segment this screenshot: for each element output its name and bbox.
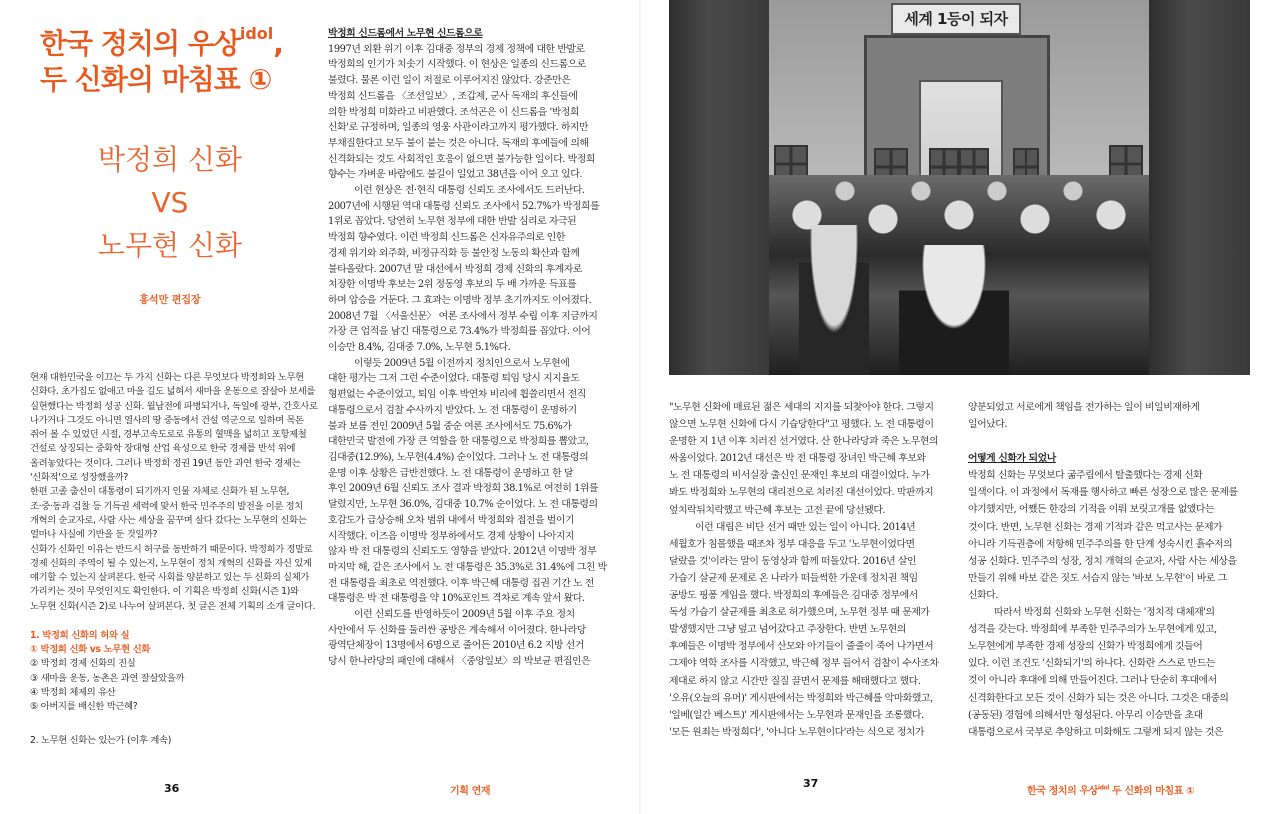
text-line: 전 대통령을 최초로 역전했다. 이후 박근혜 대통령 집권 기간 노 전 (328, 577, 594, 589)
text-line: 노 전 대통령의 비서실장 출신인 문재인 후보의 대결이었다. 누가 (669, 470, 930, 482)
text-line: 2008년 7월 〈서울신문〉 여론 조사에서 정부 수립 이후 지금까지 (328, 310, 598, 322)
text-line: 세월호가 침몰했을 때조차 정부 대응을 두고 '노무현이었다면 (669, 538, 915, 550)
text-line: 현재 대한민국을 이끄는 두 가지 신화는 다른 무엇보다 박정희와 노무현 (30, 372, 304, 383)
series-part-1-title: 1. 박정희 신화의 허와 실 (30, 630, 130, 641)
text-line: 박정희 신드롬을 〈조선일보〉, 조갑제, 군사 독재의 후신들에 (328, 90, 578, 102)
text-line: '모든 원죄는 박정희다', '아니다 노무현이다'라는 식으로 정치가 (669, 726, 925, 738)
text-line: 일색이다. 이 과정에서 독재를 행사하고 빠른 성장으로 많은 문제를 (968, 487, 1238, 499)
text-line: 엎치락뒤치락했고 박근혜 후보는 고전 끝에 당선됐다. (669, 504, 886, 516)
text-line: 신화다. (968, 589, 998, 601)
text-line: 호감도가 급상승해 오차 범위 내에서 박정희와 접전을 벌이기 (328, 514, 575, 526)
text-line: 쥐어 볼 수 있었던 시절, 경부고속도로로 유통의 혈맥을 넓히고 포항제철 (30, 429, 307, 441)
title-comma: , (273, 27, 283, 60)
running-title-end: 두 신화의 마침표 ① (1108, 786, 1195, 797)
text-line: 가장 큰 업적을 남긴 대통령으로 73.4%가 박정희를 꼽았다. 이어 (328, 326, 591, 338)
text-line: 달렸지만, 노무현 36.0%, 김대중 10.7% 순이었다. 노 전 대통령의 (328, 499, 598, 511)
factory-diorama-photo (669, 0, 1250, 375)
series-part-2-title: 2. 노무현 신화는 있는가 (이후 계속) (30, 735, 172, 747)
running-title-sup: idol (1097, 784, 1109, 792)
text-line: 이승만 8.4%, 김대중 7.0%, 노무현 5.1%다. (328, 342, 511, 354)
text-line: 경제 위기와 외주화, 비정규직화 등 불안정 노동의 확산과 함께 (328, 247, 580, 259)
text-line: 신격화한다고 모든 것이 신화가 되는 것은 아니다. 그것은 대중의 (968, 692, 1229, 704)
text-line: 노무현에게 부족한 경제 성장의 신화가 박정희에게 깃들어 (968, 641, 1203, 653)
text-line: 운명한 지 1년 이후 치러진 선거였다. 산 한나라당과 죽은 노무현의 (669, 436, 939, 448)
text-line: 나가거나 그것도 아니면 열사의 땅 중동에서 건설 역군으로 일하며 목돈 (30, 414, 304, 426)
text-line: 대통령으로서 검찰 수사까지 받았다. 노 전 대통령이 운명하기 (328, 404, 577, 416)
text-line: 신격화되는 것도 사회적인 호응이 없으면 불가능한 일이다. 박정희 (328, 153, 595, 165)
text-line: 신화다. 초가집도 없애고 마을 길도 넓혀서 새마을 운동으로 잘살아 보세를 (30, 386, 315, 398)
text-line: 광역단체장이 13명에서 6명으로 줄어든 2010년 6.2 지방 선거 (328, 640, 584, 652)
text-line: 이런 신뢰도를 반영하듯이 2009년 5월 이후 주요 정치 (354, 609, 575, 621)
paragraph (669, 399, 939, 519)
text-line: 노무현 신화(시즌 2)로 나누어 살펴본다. 첫 글은 전체 기획의 소개 글이다. (30, 600, 316, 612)
photo-sign: 세계 1등이 되자 (891, 3, 1021, 35)
text-line: 공방도 핑퐁 게임을 했다. 박정희의 후예들은 김대중 정부에서 (669, 590, 918, 602)
text-line: 얘기할 수 있는지 살펴본다. 한국 사회를 양분하고 있는 두 신화의 실체가 (30, 572, 309, 584)
text-line: 하며 압승을 거둔다. 그 효과는 이명박 정부 초기까지도 이어졌다. (328, 294, 592, 306)
page-number: 36 (164, 782, 180, 795)
text-line: 신화가 신화인 이유는 반드시 허구를 동반하기 때문이다. 박정희가 정말로 (30, 543, 313, 555)
text-line: 양분되었고 서로에게 책임을 전가하는 일이 비일비재하게 (968, 402, 1200, 413)
author-byline: 홍석만 편집장 (139, 295, 201, 306)
text-line: '일베(일간 베스트)' 게시판에서는 노무현과 문재인을 조롱했다. (669, 709, 924, 721)
paragraph (669, 519, 939, 741)
text-line: 신화'로 규정하며, 일종의 영웅 사관이라고까지 평가했다. 하지만 (328, 122, 589, 134)
text-line: 만들기 위해 바보 같은 짓도 서슴지 않는 '바보 노무현'이 바로 그 (968, 572, 1227, 584)
text-line: 올려놓았다는 것이다. 그러나 박정희 정권 19년 동안 과연 한국 경제는 (30, 457, 301, 469)
paragraph (968, 399, 1238, 433)
text-line: 가리키는 것이 무엇인지도 확인한다. 이 기획은 박정희 신화(시즌 1)와 (30, 586, 299, 598)
text-line: 달랐을 것'이라는 말이 동영상과 함께 떠돌았다. 2016년 살인 (669, 555, 917, 567)
text-line: 대통령으로서 국부로 추앙하고 미화해도 그렇게 되지 않는 것은 (968, 726, 1224, 738)
section-label: 기획 연재 (450, 786, 491, 797)
blank-line (968, 433, 1238, 450)
text-line: 치장한 이명박 후보는 2위 정동영 후보의 두 배 가까운 득표를 (328, 279, 577, 291)
photo-pillar (1149, 0, 1250, 375)
text-line: 이런 대립은 비단 선거 때만 있는 일이 아니다. 2014년 (695, 521, 916, 533)
text-line: 사안에서 두 신화를 둘러싼 공방은 계속해서 이어졌다. 한나라당 (328, 624, 586, 636)
text-line: 것이다. 반면, 노무현 신화는 경제 기적과 같은 먹고사는 문제가 (968, 521, 1223, 533)
text-line: 1997년 외환 위기 이후 김대중 정부의 경제 정책에 대한 반발로 (328, 43, 585, 55)
body-column-3 (669, 399, 939, 741)
text-line: '오유(오늘의 유머)' 게시판에서는 박정희와 박근혜를 악마화했고, (669, 692, 933, 704)
text-line: 불과 보름 전인 2009년 5월 중순 여론 조사에서도 75.6%가 (328, 420, 572, 432)
text-line: 후예들은 이명박 정부에서 산모와 아기들이 줄줄이 죽어 나가면서 (669, 641, 934, 653)
text-line: 야기했지만, 어쨌든 한강의 기적을 이뤄 보릿고개를 없앴다는 (968, 504, 1215, 516)
text-line: 형편없는 수준이었고, 퇴임 이후 박연차 비리에 휩쓸리면서 전직 (328, 389, 586, 401)
text-line: (공동된) 경험에 의해서만 형성된다. 아무리 이승만을 초대 (968, 709, 1203, 721)
text-line: 독성 가습기 살균제를 최초로 허가했으며, 노무현 정부 때 문제가 (669, 607, 930, 619)
subtitle-line: VS (151, 186, 189, 219)
text-line: 한편 고졸 출신이 대통령이 되기까지 인물 자체로 신화가 된 노무현, (30, 486, 290, 498)
text-line: 의한 박정희 미화라고 비판했다. 조석곤은 이 신드롬을 '박정희 (328, 106, 580, 118)
text-line: 것이 아니라 후대에 의해 만들어진다. 그러나 단순히 후대에서 (968, 675, 1217, 687)
text-line: 개혁의 순교자로, 사람 사는 세상을 꿈꾸며 살다 갔다는 노무현의 신화는 (30, 514, 307, 526)
text-line: 그제야 역학 조사를 시작했고, 박근혜 정부 들어서 검찰이 수사조차 (669, 658, 939, 670)
text-line: 이런 현상은 전·현직 대통령 신뢰도 조사에서도 드러난다. (354, 185, 585, 197)
body-column-4 (968, 399, 1238, 741)
section-heading (968, 450, 1238, 467)
subtitle-line: 노무현 신화 (97, 229, 243, 262)
title-line-1: 한국 정치의 우상 (40, 27, 240, 60)
text-line: 이렇듯 2009년 5월 이전까지 정치인으로서 노무현에 (354, 357, 570, 369)
series-item: ② 박정희 경제 신화의 진실 (30, 658, 136, 670)
text-line: 따라서 박정희 신화와 노무현 신화는 '정치적 대체재'의 (994, 607, 1215, 619)
text-line: 박정희 신드롬에서 노무현 신드롬으로 (328, 28, 483, 39)
text-line: 박정희의 인기가 치솟기 시작했다. 이 현상은 일종의 신드롬으로 (328, 59, 586, 71)
series-item: ⑤ 아버지를 배신한 박근혜? (30, 701, 138, 713)
text-line: 박정희 향수였다. 이런 박정희 신드롬은 신자유주의로 인한 (328, 232, 565, 244)
text-line: 운명 이후 상황은 급반전했다. 노 전 대통령이 운명하고 한 달 (328, 467, 574, 479)
text-line: 1위로 꼽았다. 당연히 노무현 정부에 대한 반발 심리로 자극된 (328, 216, 577, 228)
running-title-text: 한국 정치의 우상 (1027, 786, 1098, 797)
series-item: ④ 박정희 체제의 유산 (30, 686, 116, 698)
text-line: 부채질한다고 모두 불이 붙는 것은 아니다. 독재의 후예들에 의해 (328, 137, 589, 149)
text-line: 싸움이었다. 2012년 대선은 박 전 대통령 장녀인 박근혜 후보와 (669, 453, 926, 465)
text-line: 아니라 기득권층에 저항해 민주주의를 한 단계 성숙시킨 흙수저의 (968, 538, 1233, 550)
text-line: 봐도 박정희와 노무현의 대리전으로 치러진 대선이었다. 막판까지 (669, 487, 934, 499)
photo-foreground-worker (899, 245, 1009, 375)
text-line: 조·중·동과 검찰 등 기득권 세력에 맞서 한국 민주주의 발전을 이룬 정치 (30, 500, 303, 512)
paragraph (968, 604, 1238, 741)
series-item: ③ 새마을 운동, 농촌은 과연 잘살았을까 (30, 672, 185, 684)
title-line-2: 두 신화의 마침표 ① (40, 63, 272, 96)
text-line: 어떻게 신화가 되었나 (968, 453, 1056, 465)
photo-foreground-worker (799, 225, 869, 375)
text-line: 실현했다는 박정희 성공 신화. 월남전에 파병되거나, 독일에 광부, 간호사로 (30, 400, 318, 412)
text-line: 당시 한나라당의 패인에 대해서 〈중앙일보〉의 박보균 편집인은 (328, 656, 591, 668)
text-line: 마지막 해, 같은 조사에서 노 전 대통령은 35.3%로 31.4%에 그친 박 (328, 561, 607, 573)
text-line: 제대로 하지 않고 시간만 질질 끌면서 문제를 해태했다고 했다. (669, 675, 921, 687)
paragraph (968, 467, 1238, 604)
text-line: 성격을 갖는다. 박정희에 부족한 민주주의가 노무현에게 있고, (968, 624, 1217, 636)
text-line: 발생했지만 그냥 덮고 넘어갔다고 주장한다. 반면 노무현의 (669, 624, 906, 636)
text-line: 얼마나 사실에 기반을 둔 것일까? (30, 529, 158, 541)
text-line: 후인 2009년 6월 신뢰도 조사 결과 박정희 38.1%로 여전히 1위를 (328, 483, 599, 495)
text-line: 성공 신화다. 민주주의 성장, 정치 개혁의 순교자, 사람 사는 세상을 (968, 555, 1237, 567)
running-title (1027, 782, 1194, 797)
text-line: 대한민국 발전에 가장 큰 역할을 한 대통령으로 박정희를 뽑았고, (328, 436, 589, 448)
text-line: 불타올랐다. 2007년 말 대선에서 박정희 경제 신화의 후계자로 (328, 263, 582, 275)
text-line: 대통령은 박 전 대통령을 약 10%포인트 격차로 계속 앞서 왔다. (328, 593, 585, 605)
text-line: 불렸다. 물론 이런 일이 저절로 이루어지진 않았다. 강준만은 (328, 75, 571, 87)
text-line: 있다. 이런 조건도 '신화되기'의 하나다. 신화란 스스로 만드는 (968, 658, 1215, 670)
page-number: 37 (803, 777, 819, 790)
text-line: 않으면 노무현 신화에 다시 기습당한다"고 평했다. 노 전 대통령이 (669, 419, 934, 431)
series-item: ① 박정희 신화 vs 노무현 신화 (30, 644, 151, 656)
title-superscript: idol (239, 24, 274, 43)
text-line: 김대중(12.9%), 노무현(4.4%) 순이었다. 그러나 노 전 대통령의 (328, 451, 589, 463)
text-line: 일어났다. (968, 419, 1008, 431)
text-line: 향수는 가벼운 바람에도 불길이 일었고 38년을 이어 오고 있다. (328, 169, 583, 181)
text-line: 가습기 살균제 문제로 온 나라가 떠들썩한 가운데 정치권 책임 (669, 572, 918, 584)
photo-pillar (669, 0, 769, 375)
text-line: 대한 평가는 그저 그런 수준이었다. 대통령 퇴임 당시 지지율도 (328, 373, 580, 385)
text-line: "노무현 신화에 매료된 젊은 세대의 지지를 되찾아야 한다. 그렇지 (669, 402, 934, 413)
text-line: 않자 박 전 대통령의 신뢰도도 영향을 받았다. 2012년 이명박 정부 (328, 546, 597, 558)
subtitle-line: 박정희 신화 (97, 143, 243, 176)
text-line: 건설로 상징되는 중화학 장대형 산업 육성으로 한국 경제를 반석 위에 (30, 443, 296, 455)
text-line: '신화적'으로 성장했을까? (30, 472, 128, 484)
text-line: 경제 신화의 주역이 될 수 있는지, 노무현이 정치 개혁의 신화를 자신 있게 (30, 557, 312, 569)
text-line: 시작했다. 이즈음 이명박 정부하에서도 경제 상황이 나아지지 (328, 530, 575, 542)
text-line: 2007년에 시행된 역대 대통령 신뢰도 조사에서 52.7%가 박정희를 (328, 200, 600, 212)
text-line: 박정희 신화는 무엇보다 굶주림에서 탈출했다는 경제 신화 (968, 470, 1203, 482)
